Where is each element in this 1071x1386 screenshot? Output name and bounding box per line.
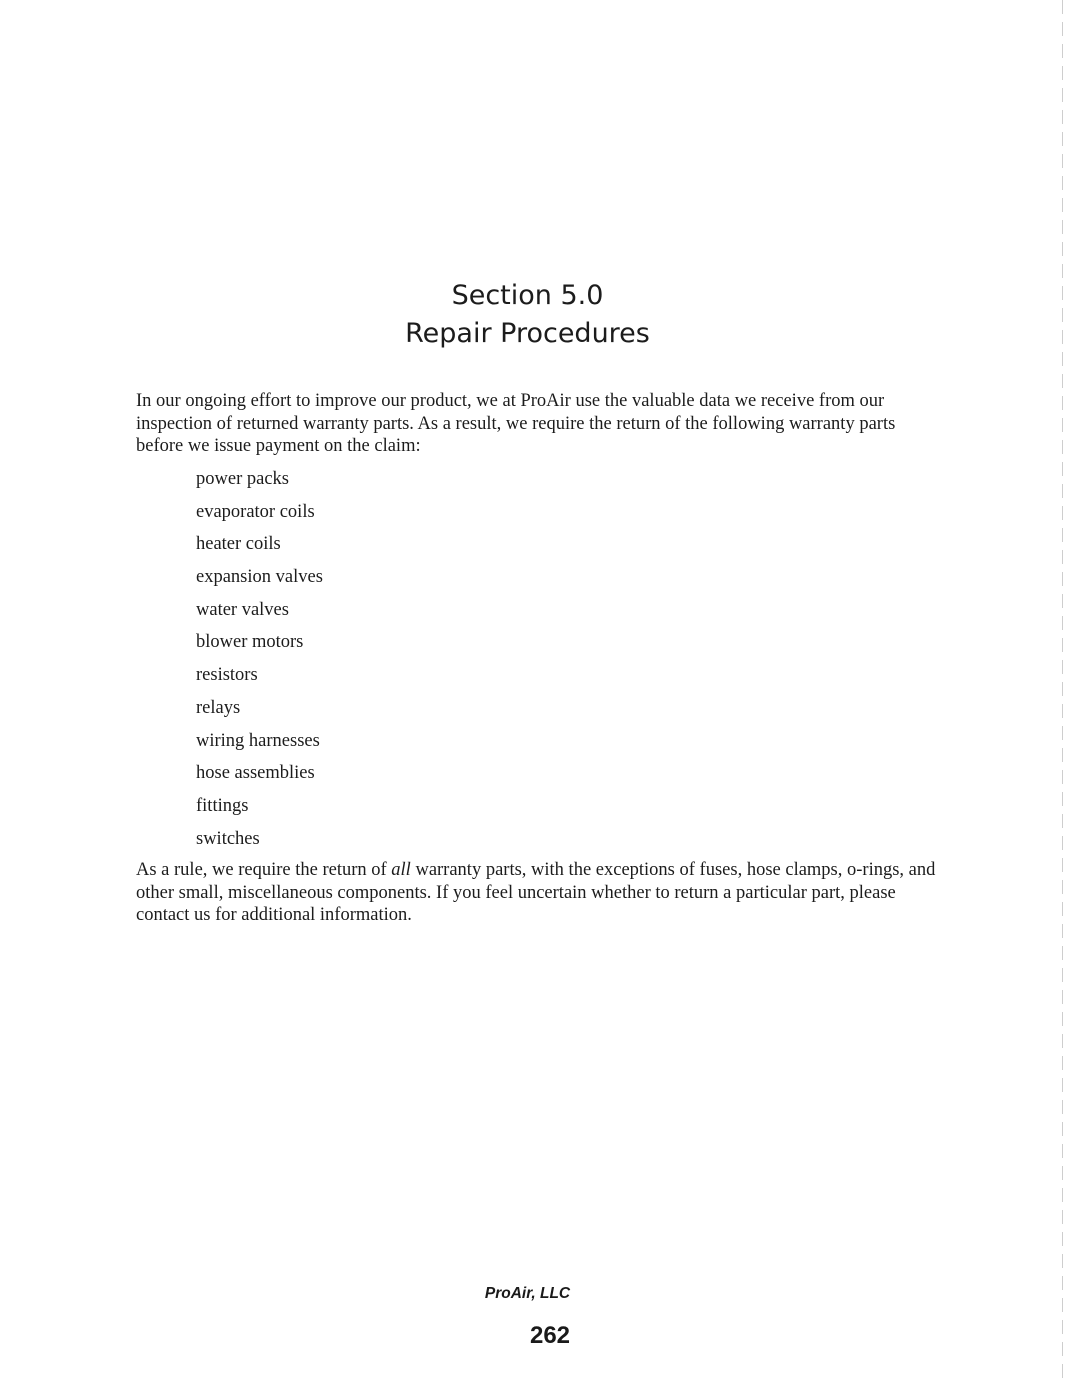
- list-item: resistors: [196, 665, 258, 686]
- list-item: switches: [196, 828, 260, 849]
- list-item: evaporator coils: [196, 501, 315, 522]
- list-item: water valves: [196, 599, 289, 620]
- section-number: Section 5.0: [451, 280, 604, 311]
- closing-text-end: warranty parts, with the exceptions of fuses, hose clamps, o-rings, and other small, miscellaneous components. If you feel uncertain whether to return a particular part, please contact us for additional information.: [136, 860, 936, 925]
- page-number: 262: [529, 1322, 571, 1349]
- list-item: relays: [196, 697, 241, 718]
- closing-text-start: As a rule, we require the return of: [136, 860, 392, 880]
- closing-paragraph: [136, 859, 936, 927]
- list-item: wiring harnesses: [196, 730, 320, 751]
- scan-edge-artifact: [1062, 0, 1063, 1386]
- warranty-parts-list: [196, 468, 323, 860]
- section-title: Repair Procedures: [405, 318, 650, 349]
- list-item: power packs: [196, 469, 289, 489]
- intro-paragraph: In our ongoing effort to improve our product, we at ProAir use the valuable data we receive from our inspection of returned warranty parts. As a result, we require the return of the following warranty parts before we issue payment on the claim:: [136, 391, 896, 456]
- list-item: blower motors: [196, 632, 304, 653]
- list-item: heater coils: [196, 534, 281, 555]
- footer-company-name: ProAir, LLC: [484, 1285, 571, 1302]
- closing-emphasis: all: [391, 860, 411, 880]
- list-item: hose assemblies: [196, 763, 315, 784]
- list-item: fittings: [196, 795, 249, 816]
- list-item: expansion valves: [196, 567, 323, 588]
